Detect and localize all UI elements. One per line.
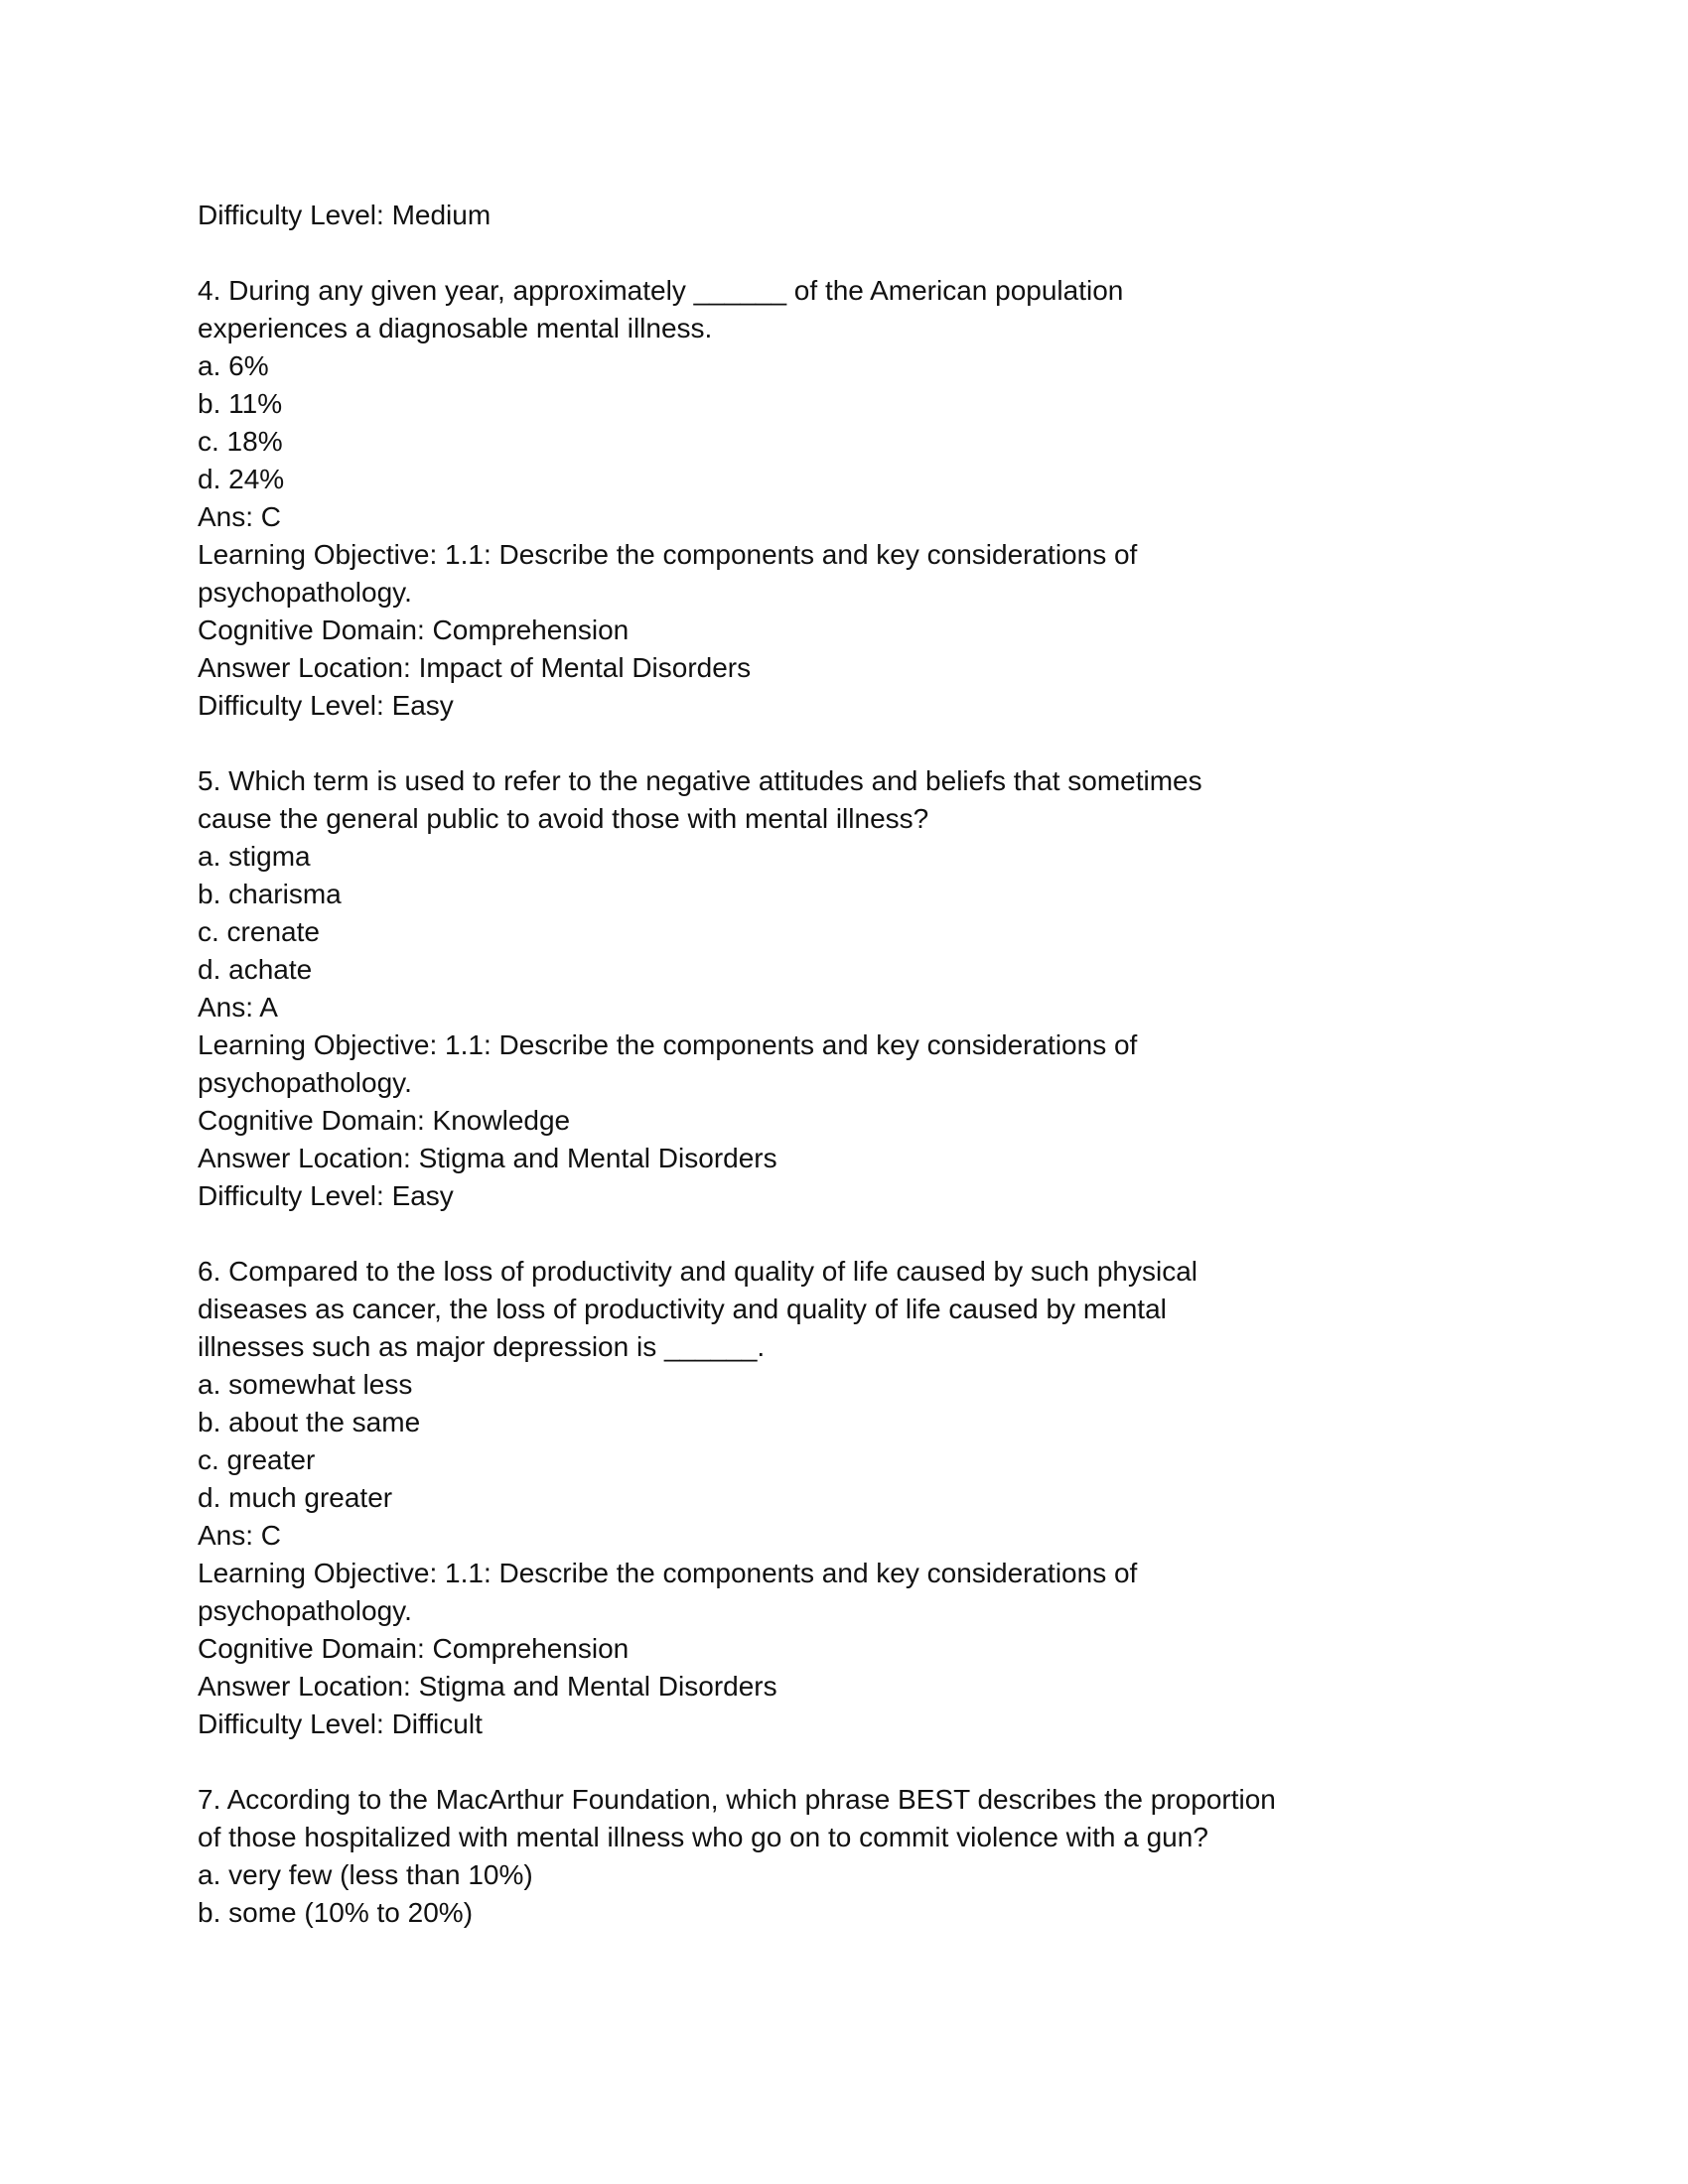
question-metadata: Learning Objective: 1.1: Describe the components and key considerations of xyxy=(198,1029,1138,1060)
spacer xyxy=(198,234,1538,272)
question-block xyxy=(198,1743,1538,1932)
question-metadata: Ans: C xyxy=(198,501,282,532)
spacer xyxy=(198,1215,1538,1253)
question-metadata: Difficulty Level: Easy xyxy=(198,690,454,721)
question-metadata: Ans: A xyxy=(198,992,278,1023)
question-stem: of those hospitalized with mental illness who go on to commit violence with a gun? xyxy=(198,1822,1208,1852)
answer-option: b. charisma xyxy=(198,879,342,909)
spacer xyxy=(198,725,1538,762)
question-metadata: Difficulty Level: Easy xyxy=(198,1180,454,1211)
question-metadata: Answer Location: Impact of Mental Disorders xyxy=(198,652,752,683)
question-block xyxy=(198,725,1538,1215)
question-stem: 5. Which term is used to refer to the negative attitudes and beliefs that sometimes xyxy=(198,765,1202,796)
document-page xyxy=(198,197,1538,1932)
question-block xyxy=(198,1215,1538,1743)
answer-option: d. much greater xyxy=(198,1482,393,1513)
question-metadata: Learning Objective: 1.1: Describe the components and key considerations of xyxy=(198,539,1138,570)
question-metadata: Difficulty Level: Difficult xyxy=(198,1708,483,1739)
answer-option: a. stigma xyxy=(198,841,311,872)
question-stem: diseases as cancer, the loss of productivity and quality of life caused by mental xyxy=(198,1294,1167,1324)
question-metadata: psychopathology. xyxy=(198,1067,412,1098)
answer-option: a. 6% xyxy=(198,350,269,381)
question-metadata: Learning Objective: 1.1: Describe the components and key considerations of xyxy=(198,1558,1138,1588)
difficulty-level: Difficulty Level: Medium xyxy=(198,200,492,230)
answer-option: d. achate xyxy=(198,954,313,985)
answer-option: d. 24% xyxy=(198,464,285,494)
spacer xyxy=(198,1743,1538,1781)
answer-option: b. about the same xyxy=(198,1407,421,1437)
question-metadata: Ans: C xyxy=(198,1520,282,1551)
answer-option: a. somewhat less xyxy=(198,1369,413,1400)
question-metadata: psychopathology. xyxy=(198,577,412,608)
question-stem: 7. According to the MacArthur Foundation, which phrase BEST describes the proportion xyxy=(198,1784,1276,1815)
answer-option: b. 11% xyxy=(198,388,283,419)
answer-option: c. crenate xyxy=(198,916,320,947)
question-stem: cause the general public to avoid those with mental illness? xyxy=(198,803,929,834)
question-block xyxy=(198,234,1538,725)
question-metadata: psychopathology. xyxy=(198,1595,412,1626)
answer-option: a. very few (less than 10%) xyxy=(198,1859,533,1890)
answer-option: c. 18% xyxy=(198,426,283,457)
question-metadata: Cognitive Domain: Knowledge xyxy=(198,1105,571,1136)
question-metadata: Cognitive Domain: Comprehension xyxy=(198,614,630,645)
question-metadata: Cognitive Domain: Comprehension xyxy=(198,1633,630,1664)
answer-option: c. greater xyxy=(198,1444,316,1475)
question-metadata: Answer Location: Stigma and Mental Disorders xyxy=(198,1671,777,1702)
question-stem: illnesses such as major depression is ______. xyxy=(198,1331,766,1362)
question-stem: 6. Compared to the loss of productivity and quality of life caused by such physical xyxy=(198,1256,1197,1287)
question-stem: experiences a diagnosable mental illness. xyxy=(198,313,713,343)
question-metadata: Answer Location: Stigma and Mental Disorders xyxy=(198,1143,777,1173)
answer-option: b. some (10% to 20%) xyxy=(198,1897,474,1928)
question-stem: 4. During any given year, approximately ______ of the American population xyxy=(198,275,1124,306)
